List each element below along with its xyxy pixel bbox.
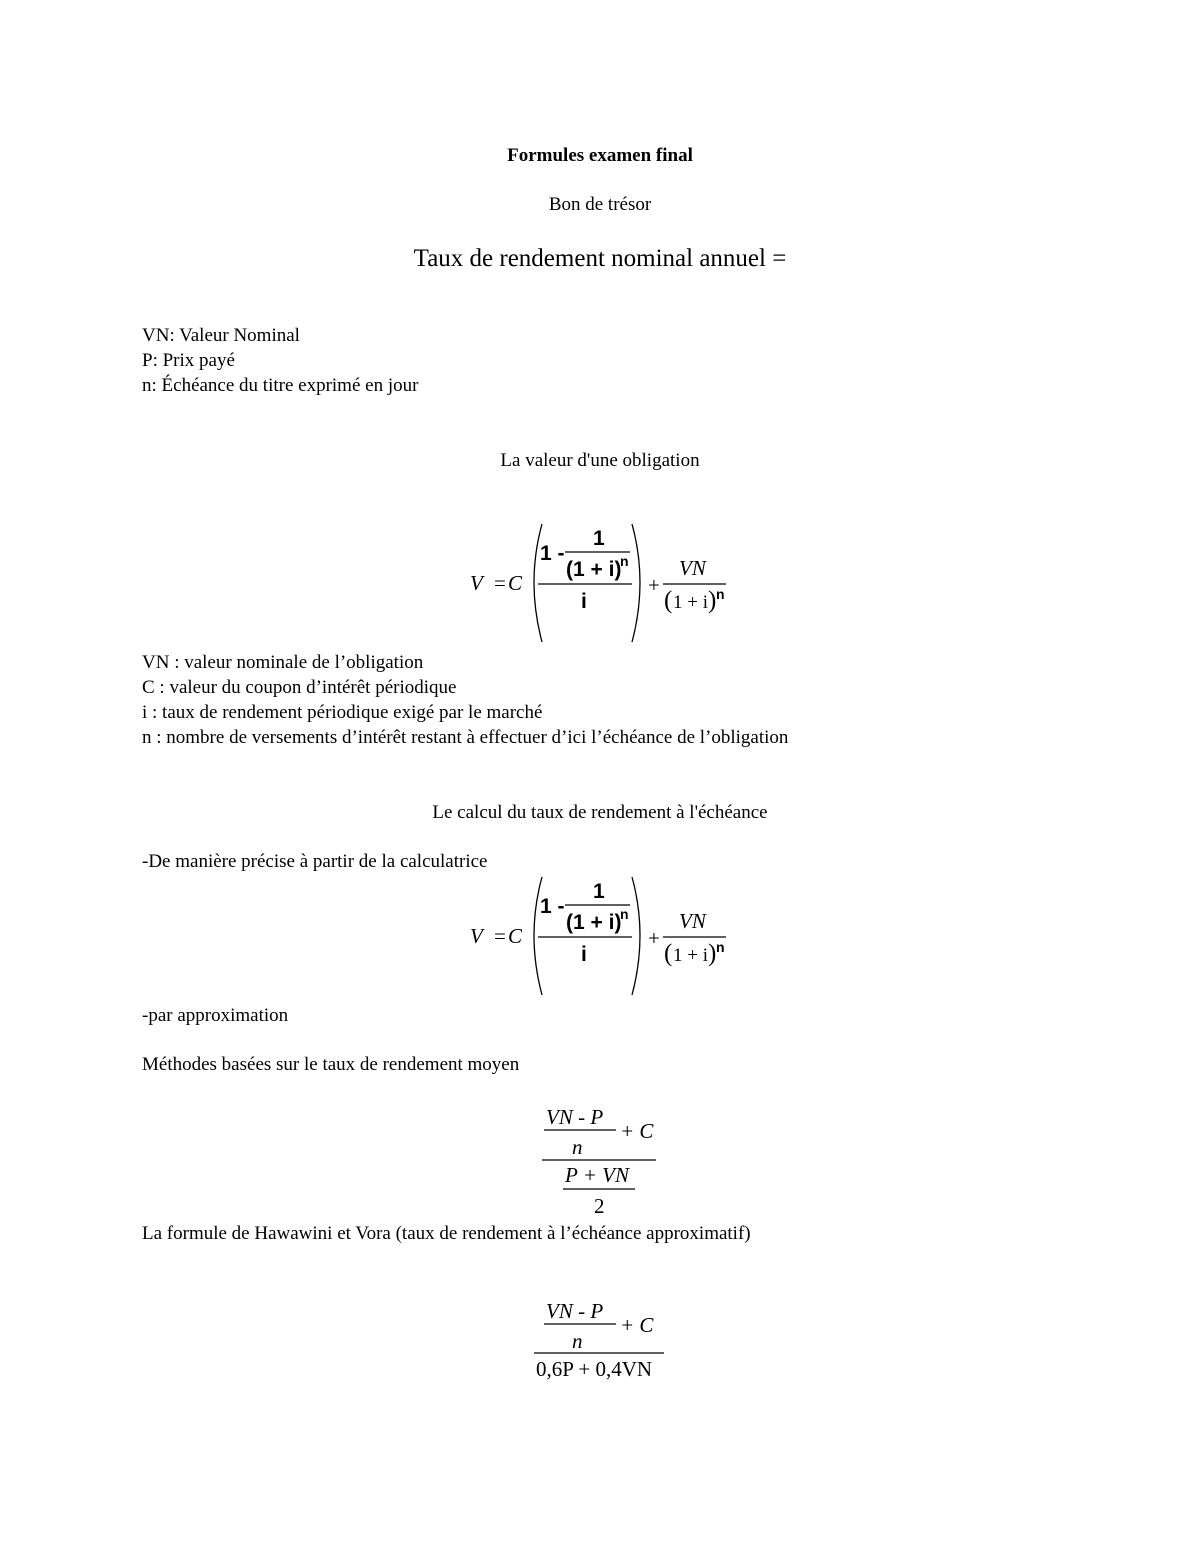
formula-exp-2: n (716, 586, 725, 602)
formula-hv-den: 0,6P + 0,4VN (536, 1357, 653, 1381)
formula-plus: + (648, 573, 660, 597)
formula-den-inner: 1 + i (673, 945, 708, 966)
method-precise: -De manière précise à partir de la calculatrice (142, 851, 488, 872)
formula-mean-num-top: VN - P (546, 1105, 604, 1129)
formula-paren-open: ( (664, 940, 673, 967)
formula-one-minus: 1 - (540, 895, 565, 918)
formula-mean-plus-c: + C (620, 1119, 654, 1143)
definition-vn: VN: Valeur Nominal (142, 325, 300, 346)
right-paren (632, 524, 640, 642)
definition-p: P: Prix payé (142, 350, 235, 371)
formula-one: 1 (593, 880, 605, 903)
formula-eq: = (494, 924, 506, 948)
formula-bond-value (460, 520, 740, 650)
hawawini-vora-title: La formule de Hawawini et Vora (taux de rendement à l’échéance approximatif) (142, 1223, 751, 1244)
formula-coef: C (508, 924, 523, 948)
formula-mean-den-top: P + VN (565, 1163, 629, 1187)
definition-n-versements: n : nombre de versements d’intérêt restant à effectuer d’ici l’échéance de l’obligation (142, 727, 789, 748)
formula-lhs: V (470, 571, 483, 595)
formula-den: (1 + i) (566, 911, 622, 934)
formula-bond-value-2 (460, 873, 740, 1003)
formula-exp: n (620, 906, 629, 922)
formula-den-inner: 1 + i (673, 592, 708, 613)
formula-mean-n: n (572, 1135, 583, 1159)
methods-mean: Méthodes basées sur le taux de rendement moyen (142, 1054, 520, 1075)
definition-n: n: Échéance du titre exprimé en jour (142, 375, 419, 396)
formula-one: 1 (593, 527, 605, 550)
section-title-rendement: Le calcul du taux de rendement à l'échéance (432, 802, 768, 823)
definition-i: i : taux de rendement périodique exigé par le marché (142, 702, 543, 723)
formula-vn: VN (679, 556, 706, 580)
formula-paren-open: ( (664, 587, 673, 614)
method-approx: -par approximation (142, 1005, 289, 1026)
formula-vn: VN (679, 909, 706, 933)
definition-c: C : valeur du coupon d’intérêt périodique (142, 677, 457, 698)
formula-eq: = (494, 571, 506, 595)
formula-coef: C (508, 571, 523, 595)
formula-one-minus: 1 - (540, 542, 565, 565)
formula-i: i (581, 590, 587, 613)
formula-exp-2: n (716, 939, 725, 955)
formula-paren-close: ) (708, 587, 717, 614)
formula-plus: + (648, 926, 660, 950)
formula-lhs: V (470, 924, 483, 948)
right-paren (632, 877, 640, 995)
page-subtitle: Bon de trésor (548, 194, 652, 215)
formula-i: i (581, 943, 587, 966)
formula-den: (1 + i) (566, 558, 622, 581)
definition-vn-obligation: VN : valeur nominale de l’obligation (142, 652, 424, 673)
formula-hv-n: n (572, 1329, 583, 1353)
formula-hawawini-vora (530, 1294, 680, 1384)
page-title: Formules examen final (507, 145, 693, 166)
formula-mean-den-bottom: 2 (594, 1194, 605, 1218)
section-title-obligation: La valeur d'une obligation (500, 450, 700, 471)
formula-hv-num-top: VN - P (546, 1299, 604, 1323)
formula-paren-close: ) (708, 940, 717, 967)
formula-hv-plus-c: + C (620, 1313, 654, 1337)
section-heading: Taux de rendement nominal annuel = (413, 245, 787, 272)
formula-mean-yield (530, 1100, 670, 1220)
formula-exp: n (620, 553, 629, 569)
